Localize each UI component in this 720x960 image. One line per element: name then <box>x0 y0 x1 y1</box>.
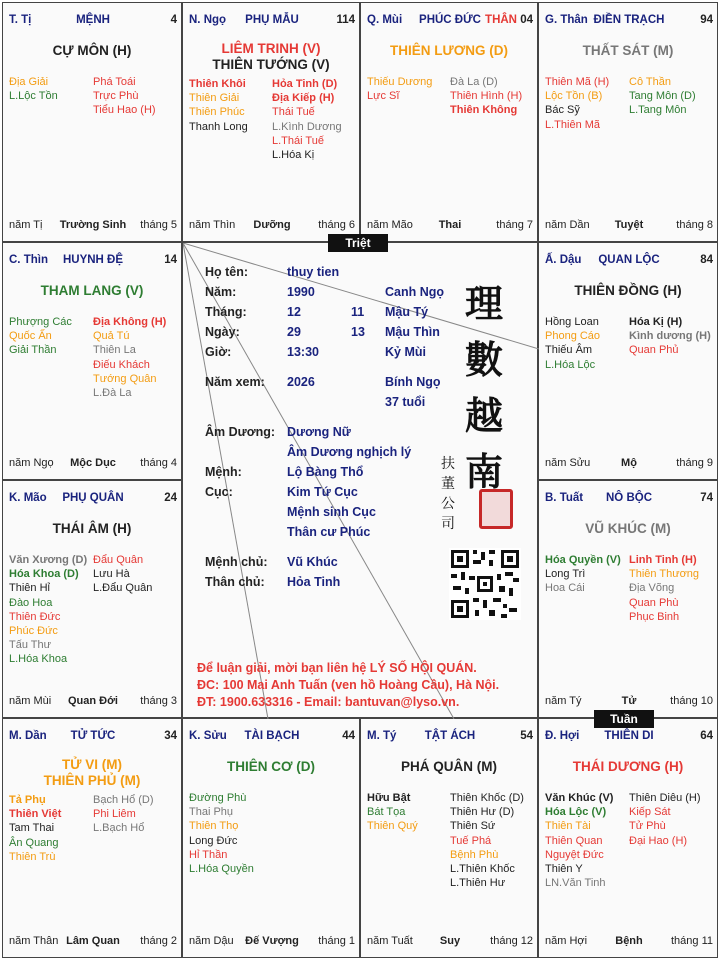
minor-star: L.Kình Dương <box>272 120 342 133</box>
hour-value: 13:30 <box>287 345 319 359</box>
minor-star: Phục Binh <box>629 610 680 623</box>
minor-star: Thiên Quý <box>367 820 418 833</box>
minor-star: Thiên Việt <box>9 808 62 821</box>
palace-branch: B. Tuất <box>545 492 584 504</box>
than-tag: THÂN <box>485 14 517 26</box>
palace-cell-suu[interactable] <box>182 718 360 958</box>
palace-footer <box>9 457 177 471</box>
minor-star: Long Trì <box>545 568 586 581</box>
minor-star: Tả Phụ <box>9 794 46 806</box>
star-list-left <box>189 791 254 876</box>
palace-number: 84 <box>700 254 713 266</box>
palace-year: năm Mão <box>367 219 413 231</box>
star-list-right <box>450 75 522 118</box>
minor-star: Hóa Lộc (V) <box>545 806 607 819</box>
palace-month: tháng 10 <box>670 695 713 707</box>
palace-header <box>367 14 533 30</box>
minor-star: Kiếp Sát <box>629 806 671 819</box>
palace-cell-tuat[interactable] <box>538 480 718 718</box>
minor-star: Đẩu Quân <box>93 554 144 566</box>
star-list-right <box>93 793 154 836</box>
palace-cell-thin[interactable] <box>2 242 182 480</box>
palace-month: tháng 7 <box>496 219 533 231</box>
palace-name: TỬ TỨC <box>70 730 116 742</box>
palace-footer <box>367 219 533 233</box>
main-star: VŨ KHÚC (M) <box>585 521 671 536</box>
palace-year: năm Thân <box>9 935 59 947</box>
minor-star: Hồng Loan <box>545 316 599 328</box>
seal-small-char: 公 <box>441 496 455 512</box>
star-list-right <box>93 315 166 400</box>
minor-star: Thiếu Âm <box>545 344 593 357</box>
star-list-right <box>629 553 699 624</box>
cuc-relation: Mệnh sinh Cục <box>287 505 376 519</box>
palace-month: tháng 9 <box>676 457 713 469</box>
palace-year: năm Dần <box>545 219 590 231</box>
main-star: THIÊN LƯƠNG (D) <box>390 43 508 58</box>
minor-star: Lực Sĩ <box>367 90 400 103</box>
palace-stage: Quan Đới <box>68 695 118 707</box>
main-star: CỰ MÔN (H) <box>52 43 132 58</box>
minor-star: Phúc Đức <box>9 625 58 638</box>
palace-stage: Mộ <box>621 457 637 469</box>
tuan-badge: Tuần <box>594 710 654 728</box>
minor-star: Thiên Đức <box>9 610 61 623</box>
minor-star: Tuế Phá <box>450 834 492 847</box>
palace-name: PHÚC ĐỨC <box>419 14 481 26</box>
month-label: Tháng: <box>205 305 247 319</box>
palace-footer <box>545 935 713 949</box>
cuc-value: Kim Tứ Cục <box>287 485 358 499</box>
minor-star: Thiên Thọ <box>189 820 239 833</box>
palace-name: QUAN LỘC <box>598 254 660 266</box>
star-list-right <box>629 315 711 358</box>
minor-star: Địa Kiếp (H) <box>272 92 335 105</box>
palace-cell-mao[interactable] <box>2 480 182 718</box>
palace-year: năm Tị <box>9 219 43 231</box>
palace-cell-ty[interactable] <box>2 2 182 242</box>
minor-star: Thiên Quan <box>545 834 603 847</box>
minor-star: Đại Hao (H) <box>629 834 688 847</box>
star-list-right <box>629 75 696 118</box>
palace-header <box>545 254 713 270</box>
minor-star: Hóa Quyền (V) <box>545 554 621 566</box>
palace-year: năm Tý <box>545 695 582 707</box>
star-list-left <box>9 553 87 667</box>
palace-stage: Đế Vượng <box>245 935 299 947</box>
palace-stage: Thai <box>438 219 462 231</box>
month-solar: 12 <box>287 305 301 319</box>
palace-branch: T. Tị <box>9 14 32 26</box>
minor-star: Thiên Không <box>450 104 518 117</box>
palace-stage: Mộc Dục <box>70 457 116 469</box>
palace-month: tháng 4 <box>140 457 177 469</box>
horoscope-chart <box>2 2 718 958</box>
contact-line-1: Để luận giải, mời bạn liên hệ LÝ SỐ HỘI QUÁN. <box>197 661 477 675</box>
palace-cell-ngo[interactable] <box>182 2 360 242</box>
year-lunar: Canh Ngọ <box>385 285 445 299</box>
year-solar: 1990 <box>287 285 315 299</box>
month-lunar: Mậu Tý <box>385 305 429 319</box>
minor-star: Hỏa Tinh (D) <box>272 78 338 90</box>
minor-star: Long Đức <box>189 834 238 847</box>
minor-star: L.Đà La <box>93 387 132 400</box>
minor-star: Phượng Các <box>9 316 72 328</box>
minor-star: Giải Thần <box>9 344 57 357</box>
minor-star: Phi Liêm <box>93 808 136 821</box>
palace-branch: C. Thìn <box>9 254 48 266</box>
menh-label: Mệnh: <box>205 465 242 479</box>
seal-small-char: 司 <box>441 516 455 532</box>
hour-lunar: Kỷ Mùi <box>385 345 426 359</box>
minor-star: Tiểu Hao (H) <box>93 104 156 117</box>
palace-cell-ty2[interactable] <box>360 718 538 958</box>
palace-footer <box>545 695 713 709</box>
minor-star: Địa Không (H) <box>93 316 167 328</box>
palace-stage: Bệnh <box>615 935 643 947</box>
star-list-left <box>9 75 58 103</box>
palace-month: tháng 3 <box>140 695 177 707</box>
minor-star: L.Tang Môn <box>629 104 687 117</box>
palace-name: PHỤ QUÂN <box>62 492 124 504</box>
age-value: 37 tuổi <box>385 395 426 409</box>
minor-star: Quốc Ấn <box>9 330 52 343</box>
minor-star: Bác Sỹ <box>545 104 580 117</box>
palace-year: năm Mùi <box>9 695 52 707</box>
palace-number: 34 <box>164 730 177 742</box>
minor-star: Bạch Hổ (D) <box>93 794 154 806</box>
calligraphy-seal <box>435 273 525 563</box>
main-star: THIÊN TƯỚNG (V) <box>212 57 330 72</box>
day-label: Ngày: <box>205 325 240 339</box>
palace-name: ĐIỀN TRẠCH <box>593 14 665 26</box>
minor-star: Hỉ Thần <box>189 848 228 861</box>
minor-star: L.Bạch Hổ <box>93 822 145 835</box>
palace-cell-hoi[interactable] <box>538 718 718 958</box>
minor-star: Thiên Khôi <box>189 78 246 90</box>
minor-star: Đào Hoa <box>9 596 53 609</box>
palace-header <box>9 14 177 30</box>
minor-star: Lộc Tồn (B) <box>545 90 603 103</box>
palace-year: năm Hợi <box>545 935 588 947</box>
amduong-note: Âm Dương nghịch lý <box>287 445 412 459</box>
minor-star: Tam Thai <box>9 822 55 835</box>
minor-star: LN.Văn Tinh <box>545 877 606 890</box>
palace-cell-mui[interactable] <box>360 2 538 242</box>
day-solar: 29 <box>287 325 301 339</box>
main-star: PHÁ QUÂN (M) <box>401 759 497 774</box>
main-star: THAM LANG (V) <box>40 283 144 298</box>
palace-header <box>367 730 533 746</box>
than-position: Thân cư Phúc <box>287 525 371 539</box>
minor-star: Thiếu Dương <box>367 76 433 88</box>
palace-number: 114 <box>336 14 355 26</box>
palace-number: 44 <box>342 730 355 742</box>
minor-star: Thiên Sứ <box>450 820 496 833</box>
view-year-lunar: Bính Ngọ <box>385 375 441 389</box>
minor-star: Hóa Khoa (D) <box>9 568 79 581</box>
palace-name: NÔ BỘC <box>606 492 652 504</box>
minor-star: L.Đẩu Quân <box>93 582 153 595</box>
day-lunar-num: 13 <box>351 325 365 339</box>
palace-branch: K. Sửu <box>189 730 227 742</box>
calligraphy-char: 越 <box>465 393 504 438</box>
star-list-right <box>629 791 701 848</box>
minor-star: Văn Khúc (V) <box>545 792 614 804</box>
star-list-right <box>450 791 524 890</box>
star-list-left <box>545 791 613 890</box>
palace-header <box>9 730 177 746</box>
hour-label: Giờ: <box>205 345 232 359</box>
name-value: thuy tien <box>287 265 340 279</box>
minor-star: Thiên Hỉ <box>9 582 50 595</box>
triet-badge: Triệt <box>328 234 388 252</box>
star-list-left <box>9 793 61 864</box>
palace-name: THIÊN DI <box>604 730 654 742</box>
menhchu-label: Mệnh chủ: <box>205 555 268 569</box>
menh-value: Lộ Bàng Thổ <box>287 465 364 479</box>
center-info-panel <box>182 242 538 718</box>
palace-month: tháng 12 <box>490 935 533 947</box>
minor-star: Cô Thần <box>629 76 671 88</box>
name-label: Họ tên: <box>205 265 249 279</box>
minor-star: L.Lộc Tồn <box>9 90 58 103</box>
minor-star: Quan Phù <box>629 596 679 609</box>
palace-header <box>9 254 177 270</box>
minor-star: Thiên Thương <box>629 568 700 581</box>
palace-footer <box>189 219 355 233</box>
minor-star: Thái Tuế <box>272 106 315 119</box>
minor-star: Phong Cáo <box>545 330 601 343</box>
minor-star: Địa Giải <box>9 76 49 88</box>
minor-star: Đà La (D) <box>450 76 498 88</box>
palace-stage: Dưỡng <box>253 219 291 231</box>
view-year-label: Năm xem: <box>205 375 265 389</box>
palace-name: TÀI BẠCH <box>244 730 300 742</box>
minor-star: Hữu Bật <box>367 792 411 804</box>
thanchu-value: Hỏa Tinh <box>287 575 341 589</box>
calligraphy-char: 數 <box>465 337 504 382</box>
palace-branch: M. Dần <box>9 730 47 742</box>
minor-star: Linh Tinh (H) <box>629 554 697 566</box>
palace-year: năm Ngọ <box>9 457 54 469</box>
palace-stage: Tuyệt <box>614 219 644 231</box>
star-list-left <box>545 553 621 596</box>
minor-star: Ân Quang <box>9 836 59 849</box>
palace-branch: K. Mão <box>9 492 47 504</box>
palace-number: 64 <box>700 730 713 742</box>
calligraphy-char: 南 <box>465 449 504 494</box>
palace-footer <box>545 457 713 471</box>
red-stamp-icon <box>479 489 513 529</box>
minor-star: Phá Toái <box>93 76 136 88</box>
minor-star: L.Thiên Khốc <box>450 863 515 876</box>
palace-footer <box>545 219 713 233</box>
palace-branch: N. Ngọ <box>189 14 227 26</box>
contact-line-2: ĐC: 100 Mai Anh Tuấn (ven hồ Hoàng Cầu), Hà Nội. <box>197 678 500 692</box>
palace-number: 54 <box>520 730 533 742</box>
main-star: THIÊN PHỦ (M) <box>43 773 141 788</box>
palace-name: HUYNH ĐỆ <box>62 254 124 266</box>
star-list-right <box>272 77 342 162</box>
star-list-left <box>367 75 432 103</box>
star-list-left <box>545 315 600 372</box>
palace-footer <box>9 695 177 709</box>
minor-star: Thiên Phúc <box>189 106 245 119</box>
amduong-value: Dương Nữ <box>287 425 351 439</box>
minor-star: L.Hóa Quyền <box>189 863 254 876</box>
star-list-left <box>367 791 418 834</box>
minor-star: Tấu Thư <box>9 639 52 652</box>
minor-star: Tử Phù <box>629 820 666 833</box>
palace-header <box>189 14 355 30</box>
main-star: TỬ VI (M) <box>62 757 122 772</box>
palace-header <box>189 730 355 746</box>
minor-star: Thai Phụ <box>189 806 234 819</box>
palace-footer <box>9 219 177 233</box>
minor-star: Địa Võng <box>629 582 675 595</box>
minor-star: Bát Tọa <box>367 806 406 819</box>
palace-footer <box>9 935 177 949</box>
palace-footer <box>189 935 355 949</box>
minor-star: Quan Phủ <box>629 344 679 357</box>
main-star: THIÊN ĐỒNG (H) <box>574 283 682 298</box>
palace-branch: G. Thân <box>545 14 588 26</box>
palace-month: tháng 5 <box>140 219 177 231</box>
palace-year: năm Dậu <box>189 935 234 947</box>
palace-number: 14 <box>164 254 177 266</box>
minor-star: Thiên Y <box>545 863 583 876</box>
minor-star: Thiên Hư (D) <box>450 806 515 819</box>
main-star: THẤT SÁT (M) <box>582 43 674 58</box>
star-list-right <box>93 553 152 596</box>
minor-star: Thiên Mã (H) <box>545 76 610 88</box>
minor-star: L.Hóa Lộc <box>545 358 596 371</box>
view-year-value: 2026 <box>287 375 315 389</box>
palace-month: tháng 6 <box>318 219 355 231</box>
palace-stage: Trường Sinh <box>59 219 127 231</box>
palace-cell-dau[interactable] <box>538 242 718 480</box>
palace-number: 4 <box>170 14 177 26</box>
palace-month: tháng 8 <box>676 219 713 231</box>
palace-number: 04 <box>520 14 533 26</box>
star-list-left <box>545 75 609 132</box>
palace-month: tháng 1 <box>318 935 355 947</box>
palace-branch: M. Tý <box>367 730 397 742</box>
minor-star: Hoa Cái <box>545 582 585 595</box>
cuc-label: Cục: <box>205 485 233 499</box>
calligraphy-char: 理 <box>465 281 504 326</box>
minor-star: Thiên Diêu (H) <box>629 792 701 804</box>
day-lunar: Mậu Thìn <box>385 325 440 339</box>
palace-cell-than[interactable] <box>538 2 718 242</box>
palace-name: MỆNH <box>76 14 110 26</box>
palace-stage: Suy <box>439 935 461 947</box>
palace-branch: Q. Mùi <box>367 14 403 26</box>
minor-star: Hóa Kị (H) <box>629 316 683 328</box>
minor-star: Trực Phù <box>93 90 139 103</box>
palace-year: năm Sửu <box>545 457 591 469</box>
palace-branch: Đ. Hợi <box>545 730 580 742</box>
palace-number: 74 <box>700 492 713 504</box>
minor-star: Tướng Quân <box>93 372 157 385</box>
amduong-label: Âm Dương: <box>205 425 276 439</box>
minor-star: L.Thiên Mã <box>545 118 601 131</box>
minor-star: Thanh Long <box>189 120 248 133</box>
minor-star: Bệnh Phù <box>450 848 499 861</box>
main-star: THÁI DƯƠNG (H) <box>572 759 684 774</box>
qr-code-icon[interactable] <box>449 548 521 620</box>
month-lunar-num: 11 <box>351 305 365 319</box>
minor-star: L.Hóa Kị <box>272 149 315 162</box>
minor-star: L.Thiên Hư <box>450 877 506 890</box>
minor-star: Đường Phù <box>189 792 247 804</box>
minor-star: Điếu Khách <box>93 358 150 371</box>
year-label: Năm: <box>205 285 237 299</box>
palace-stage: Lâm Quan <box>66 935 120 947</box>
palace-number: 24 <box>164 492 177 504</box>
palace-number: 94 <box>700 14 713 26</box>
palace-branch: Ấ. Dậu <box>545 254 582 266</box>
thanchu-label: Thân chủ: <box>205 575 265 589</box>
minor-star: Kình dương (H) <box>629 330 711 343</box>
palace-month: tháng 11 <box>670 935 713 947</box>
seal-small-char: 扶 <box>441 456 455 472</box>
minor-star: L.Thái Tuế <box>272 134 324 147</box>
palace-cell-dan[interactable] <box>2 718 182 958</box>
palace-header <box>545 492 713 508</box>
main-star: THIÊN CƠ (D) <box>226 759 315 774</box>
main-star: THÁI ÂM (H) <box>52 521 132 536</box>
palace-name: PHỤ MẪU <box>245 14 299 26</box>
star-list-left <box>189 77 248 134</box>
minor-star: Thiên Tài <box>545 820 591 833</box>
minor-star: Tang Môn (D) <box>629 90 696 103</box>
main-star: LIÊM TRINH (V) <box>221 41 321 56</box>
palace-year: năm Thìn <box>189 219 236 231</box>
minor-star: Thiên Giải <box>189 92 240 105</box>
minor-star: Thiên La <box>93 344 136 357</box>
palace-name: TẬT ÁCH <box>424 730 476 742</box>
contact-line-3[interactable]: ĐT: 1900.633316 - Email: bantuvan@lyso.vn. <box>197 695 460 709</box>
palace-header <box>545 730 713 746</box>
palace-header <box>545 14 713 30</box>
minor-star: Lưu Hà <box>93 568 130 581</box>
minor-star: Văn Xương (D) <box>9 554 88 566</box>
star-list-right <box>93 75 156 118</box>
palace-year: năm Tuất <box>367 935 413 947</box>
minor-star: Thiên Hình (H) <box>450 90 523 103</box>
minor-star: Thiên Trù <box>9 850 56 863</box>
menhchu-value: Vũ Khúc <box>287 555 338 569</box>
minor-star: Thiên Khốc (D) <box>450 792 524 804</box>
star-list-left <box>9 315 72 358</box>
palace-stage: Tử <box>621 695 637 707</box>
minor-star: L.Hóa Khoa <box>9 653 68 666</box>
minor-star: Quả Tú <box>93 330 130 343</box>
palace-header <box>9 492 177 508</box>
minor-star: Nguyệt Đức <box>545 848 604 861</box>
palace-footer <box>367 935 533 949</box>
seal-small-char: 董 <box>441 476 455 492</box>
palace-month: tháng 2 <box>140 935 177 947</box>
